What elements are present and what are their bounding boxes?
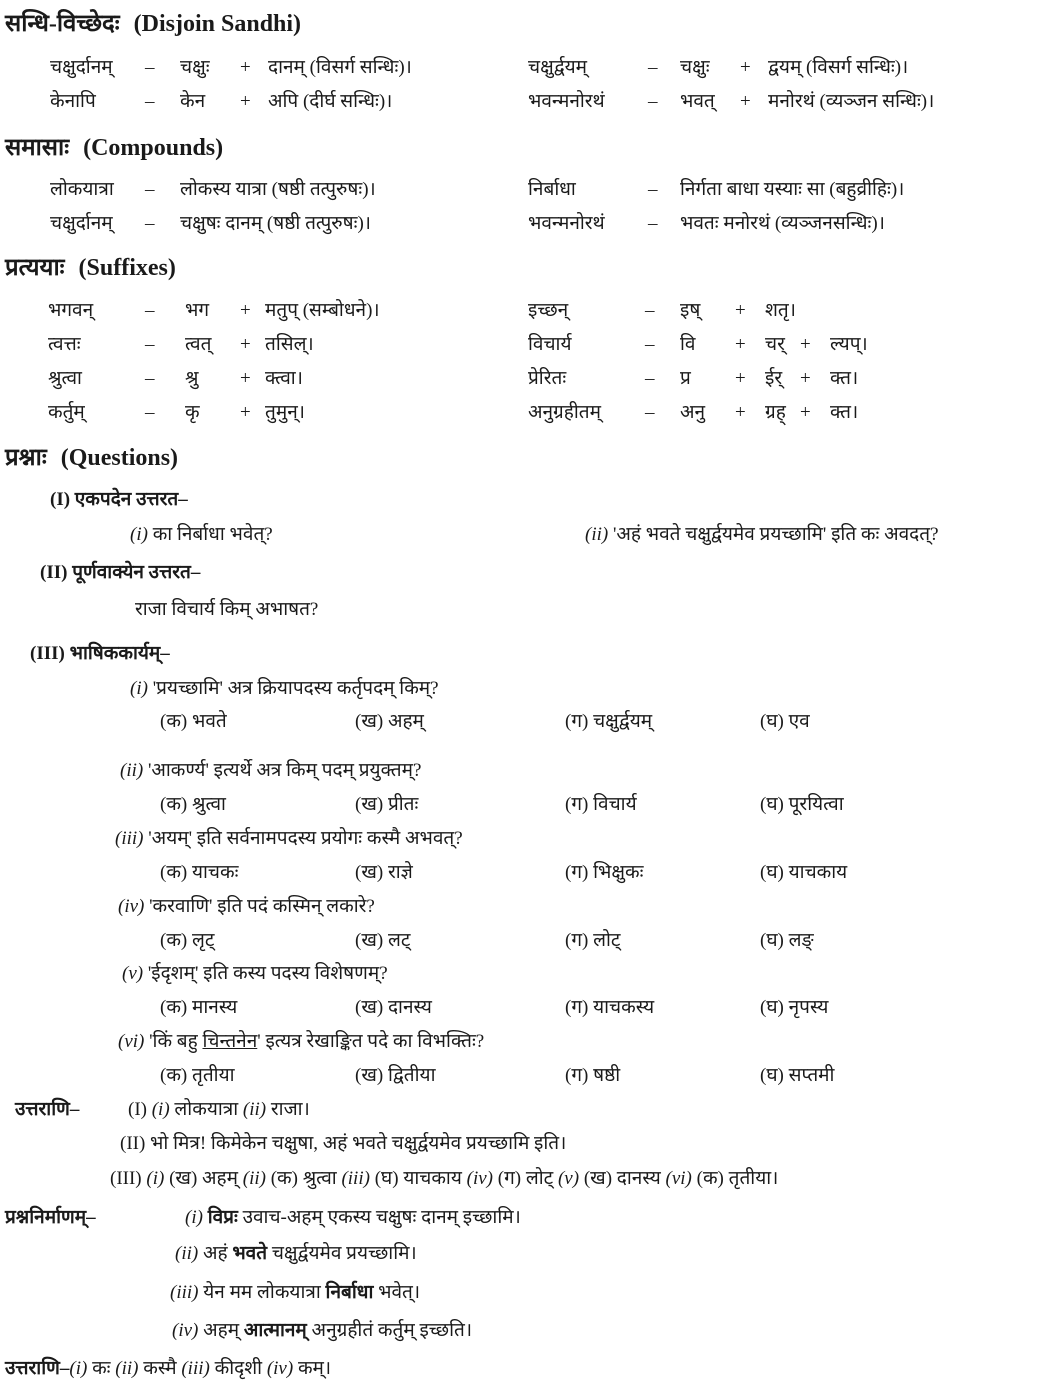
question-making-line [170, 1280, 420, 1306]
text-segment: कम्। [293, 1358, 332, 1379]
suffixes-heading [5, 255, 176, 281]
suffixes-cell: मतुप् (सम्बोधने)। [265, 300, 380, 321]
text-segment: (i) [69, 1358, 88, 1379]
sandhi-cell: चक्षुः [680, 57, 710, 78]
text-segment: (ii) [585, 524, 609, 545]
text-segment: (i) [185, 1207, 203, 1228]
question-line [130, 522, 273, 548]
compounds-cell: लोकस्य यात्रा (षष्ठी तत्पुरुषः)। [180, 179, 376, 200]
question-line [120, 758, 421, 784]
answer-option: (ग) याचकस्य [565, 997, 655, 1018]
suffixes-cell: ल्यप्। [830, 334, 868, 355]
text-segment: (ii) [242, 1099, 267, 1120]
text-segment: (ii) [175, 1243, 199, 1264]
text-segment: उत्तराणि– [5, 1358, 70, 1379]
sandhi-cell: भवन्मनोरथं [528, 91, 605, 112]
suffixes-cell: – [145, 300, 155, 321]
text-segment: कः [87, 1358, 116, 1379]
suffixes-cell: – [645, 368, 655, 389]
suffixes-cell: इष् [680, 300, 701, 321]
suffixes-cell: + [240, 368, 251, 389]
text-segment: (i) [146, 1168, 165, 1189]
suffixes-cell: + [800, 402, 811, 423]
sandhi-cell: – [145, 57, 155, 78]
sandhi-cell: + [740, 91, 751, 112]
compounds-cell: – [145, 213, 155, 234]
suffixes-cell: + [735, 334, 746, 355]
suffixes-cell: भग [185, 300, 210, 321]
text-segment: (ii) [242, 1168, 266, 1189]
suffixes-cell: प्र [680, 368, 691, 389]
text-segment: निर्बाधा [325, 1282, 374, 1303]
text-segment: कीदृशी [209, 1358, 267, 1379]
compounds-cell: चक्षुषः दानम् (षष्ठी तत्पुरुषः)। [180, 213, 371, 234]
sandhi-cell: – [145, 91, 155, 112]
question-line [122, 961, 388, 987]
answer-option: (ख) राज्ञे [355, 862, 413, 883]
text-segment: का निर्बाधा भवेत्? [147, 524, 273, 545]
text-segment: 'किं बहु [144, 1031, 203, 1052]
text-segment: (iii) [115, 828, 144, 849]
suffixes-cell: – [145, 368, 155, 389]
sandhi-cell: भवत् [680, 91, 715, 112]
suffixes-cell: क्त। [830, 402, 859, 423]
suffixes-cell: क्त। [830, 368, 859, 389]
text-segment: (क) श्रुत्वा [265, 1168, 342, 1189]
text-segment: आत्मानम् [243, 1320, 307, 1341]
text-segment: विप्रः [207, 1207, 238, 1228]
question-line [135, 597, 318, 623]
sandhi-cell: + [740, 57, 751, 78]
sandhi-cell: अपि (दीर्घ सन्धिः)। [268, 91, 393, 112]
text-segment: अहम् [198, 1320, 244, 1341]
suffixes-cell: – [145, 402, 155, 423]
text-segment: (vi) [665, 1168, 692, 1189]
suffixes-cell: क्त्वा। [265, 368, 303, 389]
suffixes-cell: कर्तुम् [48, 402, 85, 423]
text-segment: (i) [130, 524, 148, 545]
answer-option: (क) श्रुत्वा [160, 794, 226, 815]
question-line [585, 522, 939, 548]
answer-option: (क) तृतीया [160, 1065, 235, 1086]
answer-option: (घ) एव [760, 711, 810, 732]
question-making-line [172, 1318, 472, 1344]
compounds-heading [5, 135, 223, 161]
compounds-cell: निर्गता बाधा यस्याः सा (बहुव्रीहिः)। [680, 179, 905, 200]
answer-option: (क) मानस्य [160, 997, 238, 1018]
suffixes-cell: श्रु [185, 368, 199, 389]
suffixes-cell: विचार्य [528, 334, 572, 355]
answer-line [120, 1131, 566, 1157]
suffixes-cell: त्वत्तः [48, 334, 81, 355]
heading-hindi: समासाः [5, 135, 70, 161]
text-segment: (iv) [172, 1320, 199, 1341]
answer-option: (ख) अहम् [355, 711, 424, 732]
question-making-line [5, 1205, 96, 1231]
suffixes-cell: – [645, 300, 655, 321]
text-segment: अनुग्रहीतं कर्तुम् इच्छति। [306, 1320, 473, 1341]
compounds-cell: – [648, 213, 658, 234]
text-segment: (घ) याचकाय [369, 1168, 467, 1189]
sandhi-cell: दानम् (विसर्ग सन्धिः)। [268, 57, 412, 78]
answer-option: (ख) प्रीतः [355, 794, 419, 815]
heading-english: (Suffixes) [78, 255, 176, 281]
text-segment: (III) [110, 1168, 147, 1189]
question-line [118, 1029, 484, 1055]
text-segment: (iii) [170, 1282, 199, 1303]
text-segment: (ग) लोट् [493, 1168, 558, 1189]
text-segment: (iii) [181, 1358, 210, 1379]
sandhi-cell: चक्षुर्दानम् [50, 57, 113, 78]
suffixes-cell: – [145, 334, 155, 355]
text-segment: (ii) [120, 760, 144, 781]
text-segment: 'अहं भवते चक्षुर्द्वयमेव प्रयच्छामि' इति कः अवदत्? [608, 524, 939, 545]
answer-line [128, 1097, 310, 1123]
suffixes-cell: तसिल्। [265, 334, 314, 355]
text-segment: (ख) अहम् [164, 1168, 243, 1189]
answer-option: (क) याचकः [160, 862, 239, 883]
sandhi-cell: – [648, 91, 658, 112]
suffixes-cell: + [800, 368, 811, 389]
answer-option: (ख) लट् [355, 930, 411, 951]
compounds-cell: भवन्मनोरथं [528, 213, 605, 234]
heading-english: (Disjoin Sandhi) [133, 11, 302, 37]
text-segment: (i) [151, 1099, 170, 1120]
answer-option: (ख) दानस्य [355, 997, 432, 1018]
questions-heading [5, 445, 178, 471]
text-segment: (iii) [341, 1168, 370, 1189]
text-segment: येन मम लोकयात्रा [198, 1282, 326, 1303]
answer-option: (ग) लोट् [565, 930, 621, 951]
text-segment: भवेत्। [373, 1282, 421, 1303]
suffixes-cell: त्वत् [185, 334, 212, 355]
sandhi-cell: चक्षुः [180, 57, 210, 78]
text-segment: (vi) [118, 1031, 145, 1052]
text-segment: (v) [122, 963, 144, 984]
text-segment: उत्तराणि– [15, 1099, 80, 1120]
text-segment: 'प्रयच्छामि' अत्र क्रियापदस्य कर्तृपदम् किम्? [147, 678, 439, 699]
text-segment: (I) एकपदेन उत्तरत– [50, 489, 188, 510]
question-line [130, 676, 439, 702]
text-segment: चक्षुर्द्वयमेव प्रयच्छामि। [267, 1243, 417, 1264]
suffixes-cell: ईर् [765, 368, 783, 389]
text-segment: (v) [557, 1168, 580, 1189]
text-segment: भवते [232, 1243, 268, 1264]
text-segment: लोकयात्रा [169, 1099, 243, 1120]
compounds-cell: – [145, 179, 155, 200]
text-segment: प्रश्ननिर्माणम्– [5, 1207, 96, 1228]
text-segment: (I) [128, 1099, 152, 1120]
text-segment: राजा विचार्य किम् अभाषत? [135, 599, 319, 620]
suffixes-cell: कृ [185, 402, 200, 423]
compounds-cell: – [648, 179, 658, 200]
answer-option: (ग) चक्षुर्द्वयम् [565, 711, 653, 732]
sandhi-cell: द्वयम् (विसर्ग सन्धिः)। [768, 57, 909, 78]
text-segment: (i) [130, 678, 148, 699]
text-segment: अहं [198, 1243, 233, 1264]
answer-option: (ग) विचार्य [565, 794, 637, 815]
compounds-cell: निर्बाधा [528, 179, 576, 200]
answer-line [110, 1166, 778, 1192]
suffixes-cell: चर् [765, 334, 785, 355]
suffixes-cell: + [240, 402, 251, 423]
answer-option: (क) लृट् [160, 930, 215, 951]
text-segment: (ख) दानस्य [579, 1168, 666, 1189]
question-making-line [175, 1241, 417, 1267]
answer-option: (घ) याचकाय [760, 862, 848, 883]
question-line [115, 826, 463, 852]
text-segment: राजा। [266, 1099, 310, 1120]
heading-english: (Questions) [60, 445, 179, 471]
question-line [50, 487, 188, 513]
answer-line [15, 1097, 79, 1123]
answer-option: (ख) द्वितीया [355, 1065, 436, 1086]
answer-option: (घ) नृपस्य [760, 997, 829, 1018]
suffixes-cell: श्रुत्वा [48, 368, 82, 389]
suffixes-cell: ग्रह् [765, 402, 786, 423]
sandhi-cell: मनोरथं (व्यञ्जन सन्धिः)। [768, 91, 935, 112]
suffixes-cell: – [645, 334, 655, 355]
compounds-cell: चक्षुर्दानम् [50, 213, 113, 234]
question-making-line [185, 1205, 521, 1231]
text-segment: ' इत्यत्र रेखाङ्कित पदे का विभक्तिः? [257, 1031, 485, 1052]
suffixes-cell: + [735, 300, 746, 321]
suffixes-cell: इच्छन् [528, 300, 569, 321]
answer-option: (घ) लङ् [760, 930, 814, 951]
text-segment: (III) भाषिककार्यम्– [30, 643, 170, 664]
suffixes-cell: + [735, 368, 746, 389]
suffixes-cell: तुमुन्। [265, 402, 305, 423]
sandhi-cell: केन [180, 91, 206, 112]
answer-option: (घ) पूरयित्वा [760, 794, 844, 815]
text-segment: (iv) [466, 1168, 493, 1189]
compounds-cell: भवतः मनोरथं (व्यञ्जनसन्धिः)। [680, 213, 885, 234]
text-segment: उवाच-अहम् एकस्य चक्षुषः दानम् इच्छामि। [237, 1207, 521, 1228]
compounds-cell: लोकयात्रा [50, 179, 114, 200]
sandhi-cell: + [240, 91, 251, 112]
text-segment: (ii) [115, 1358, 139, 1379]
answer-option: (ग) भिक्षुकः [565, 862, 644, 883]
suffixes-cell: वि [680, 334, 696, 355]
question-line [30, 641, 170, 667]
text-segment: (II) भो मित्र! किमेकेन चक्षुषा, अहं भवते चक्षुर्द्वयमेव प्रयच्छामि इति। [120, 1133, 567, 1154]
suffixes-cell: + [240, 334, 251, 355]
question-line [118, 894, 375, 920]
suffixes-cell: प्रेरितः [528, 368, 567, 389]
text-segment: (II) पूर्णवाक्येन उत्तरत– [40, 562, 201, 583]
sandhi-cell: चक्षुर्द्वयम् [528, 57, 587, 78]
question-line [40, 560, 200, 586]
text-segment: (iv) [118, 896, 145, 917]
suffixes-cell: + [735, 402, 746, 423]
text-segment: (क) तृतीया। [691, 1168, 779, 1189]
text-segment: 'ईदृशम्' इति कस्य पदस्य विशेषणम्? [143, 963, 388, 984]
heading-hindi: सन्धि-विच्छेदः [5, 11, 120, 37]
heading-hindi: प्रत्ययाः [5, 255, 65, 281]
question-making-line [5, 1356, 331, 1382]
answer-option: (घ) सप्तमी [760, 1065, 835, 1086]
text-segment: कस्मै [138, 1358, 182, 1379]
text-segment: (iv) [266, 1358, 294, 1379]
suffixes-cell: अनु [680, 402, 706, 423]
text-segment: चिन्तनेन [202, 1031, 258, 1052]
suffixes-cell: – [645, 402, 655, 423]
heading-english: (Compounds) [83, 135, 224, 161]
sandhi-cell: केनापि [50, 91, 96, 112]
sandhi-cell: + [240, 57, 251, 78]
text-segment: 'करवाणि' इति पदं कस्मिन् लकारे? [144, 896, 375, 917]
text-segment: 'आकर्ण्य' इत्यर्थे अत्र किम् पदम् प्रयुक्तम्? [143, 760, 422, 781]
text-segment: 'अयम्' इति सर्वनामपदस्य प्रयोगः कस्मै अभवत्? [143, 828, 463, 849]
answer-option: (ग) षष्ठी [565, 1065, 621, 1086]
suffixes-cell: भगवन् [48, 300, 94, 321]
suffixes-cell: शतृ। [765, 300, 796, 321]
suffixes-cell: + [240, 300, 251, 321]
suffixes-cell: + [800, 334, 811, 355]
heading-hindi: प्रश्नाः [5, 445, 47, 471]
answer-option: (क) भवते [160, 711, 227, 732]
sandhi-heading [5, 11, 301, 37]
sandhi-cell: – [648, 57, 658, 78]
suffixes-cell: अनुग्रहीतम् [528, 402, 601, 423]
